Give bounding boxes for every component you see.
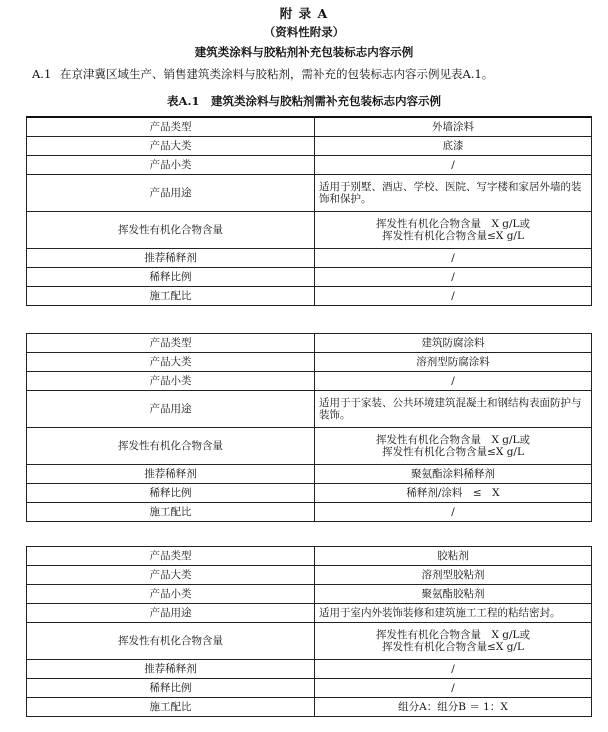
row-key: 挥发性有机化合物含量 — [27, 428, 315, 465]
voc-line-1: 挥发性有机化合物含量 X g/L或 — [375, 434, 531, 446]
table-caption: 表A.1 建筑类涂料与胶粘剂需补充包装标志内容示例 — [167, 94, 441, 108]
row-value: 适用于于家装、公共环境建筑混凝土和钢结构表面防护与装饰。 — [315, 391, 592, 428]
row-key: 推荐稀释剂 — [27, 660, 315, 679]
row-key: 施工配比 — [27, 287, 315, 306]
label-table-adhesive — [26, 546, 592, 717]
row-value: / — [315, 268, 592, 287]
row-value: 组分A：组分B ＝ 1：X — [315, 698, 592, 717]
voc-line-1: 挥发性有机化合物含量 X g/L或 — [375, 218, 531, 230]
row-key: 产品用途 — [27, 391, 315, 428]
row-key: 挥发性有机化合物含量 — [27, 623, 315, 660]
table-row — [27, 334, 592, 353]
row-key: 产品大类 — [27, 137, 315, 156]
table-row — [27, 547, 592, 566]
row-value: / — [315, 372, 592, 391]
table-row — [27, 585, 592, 604]
row-key: 挥发性有机化合物含量 — [27, 212, 315, 249]
row-key: 稀释比例 — [27, 268, 315, 287]
row-key: 推荐稀释剂 — [27, 465, 315, 484]
table-row — [27, 660, 592, 679]
table-row — [27, 698, 592, 717]
table-row — [27, 372, 592, 391]
row-value: 聚氨酯胶粘剂 — [315, 585, 592, 604]
voc-line-2: 挥发性有机化合物含量≤X g/L — [382, 641, 524, 653]
row-value: 适用于别墅、酒店、学校、医院、写字楼和家居外墙的装饰和保护。 — [315, 175, 592, 212]
row-key: 产品小类 — [27, 156, 315, 175]
table-row — [27, 117, 592, 137]
row-value: 建筑防腐涂料 — [315, 334, 592, 353]
row-value: / — [315, 287, 592, 306]
table-row — [27, 137, 592, 156]
table-row — [27, 604, 592, 623]
appendix-type: （资料性附录） — [263, 25, 345, 39]
table-row — [27, 249, 592, 268]
row-value: / — [315, 156, 592, 175]
row-key: 产品类型 — [27, 334, 315, 353]
row-key: 产品用途 — [27, 175, 315, 212]
table-row — [27, 428, 592, 465]
voc-line-2: 挥发性有机化合物含量≤X g/L — [382, 230, 524, 242]
table-row — [27, 156, 592, 175]
row-key: 产品小类 — [27, 585, 315, 604]
voc-line-2: 挥发性有机化合物含量≤X g/L — [382, 446, 524, 458]
row-key: 产品小类 — [27, 372, 315, 391]
row-key: 稀释比例 — [27, 679, 315, 698]
row-value: / — [315, 660, 592, 679]
row-value-multiline — [315, 212, 592, 249]
row-key: 产品类型 — [27, 547, 315, 566]
appendix-title: 附 录 A — [279, 6, 329, 21]
row-value: 胶粘剂 — [315, 547, 592, 566]
voc-line-1: 挥发性有机化合物含量 X g/L或 — [375, 629, 531, 641]
row-value: 适用于室内外装饰装修和建筑施工工程的粘结密封。 — [315, 604, 592, 623]
row-value: / — [315, 679, 592, 698]
row-key: 施工配比 — [27, 698, 315, 717]
table-row — [27, 465, 592, 484]
table-row — [27, 623, 592, 660]
table-row — [27, 391, 592, 428]
table-row — [27, 566, 592, 585]
table-row — [27, 353, 592, 372]
label-table-anticorrosion-coating — [26, 333, 592, 522]
table-row — [27, 212, 592, 249]
row-value: 外墙涂料 — [315, 117, 592, 137]
row-key: 产品类型 — [27, 117, 315, 137]
row-value-multiline — [315, 623, 592, 660]
table-row — [27, 268, 592, 287]
row-value: 稀释剂/涂料 ≤ X — [315, 484, 592, 503]
row-key: 产品大类 — [27, 353, 315, 372]
row-key: 施工配比 — [27, 503, 315, 522]
appendix-name: 建筑类涂料与胶粘剂补充包装标志内容示例 — [194, 45, 414, 59]
row-value: 底漆 — [315, 137, 592, 156]
intro-paragraph — [32, 66, 493, 82]
row-value: 溶剂型防腐涂料 — [315, 353, 592, 372]
clause-number: A.1 — [32, 67, 52, 81]
table-row — [27, 287, 592, 306]
row-value-multiline — [315, 428, 592, 465]
table-row — [27, 679, 592, 698]
row-key: 推荐稀释剂 — [27, 249, 315, 268]
row-value: 聚氨酯涂料稀释剂 — [315, 465, 592, 484]
row-value: 溶剂型胶粘剂 — [315, 566, 592, 585]
table-row — [27, 175, 592, 212]
row-value: / — [315, 503, 592, 522]
row-key: 产品用途 — [27, 604, 315, 623]
label-table-exterior-coating — [26, 116, 592, 306]
row-value: / — [315, 249, 592, 268]
table-row — [27, 484, 592, 503]
clause-text: 在京津冀区域生产、销售建筑类涂料与胶粘剂，需补充的包装标志内容示例见表A.1。 — [60, 67, 494, 81]
row-key: 稀释比例 — [27, 484, 315, 503]
row-key: 产品大类 — [27, 566, 315, 585]
table-row — [27, 503, 592, 522]
